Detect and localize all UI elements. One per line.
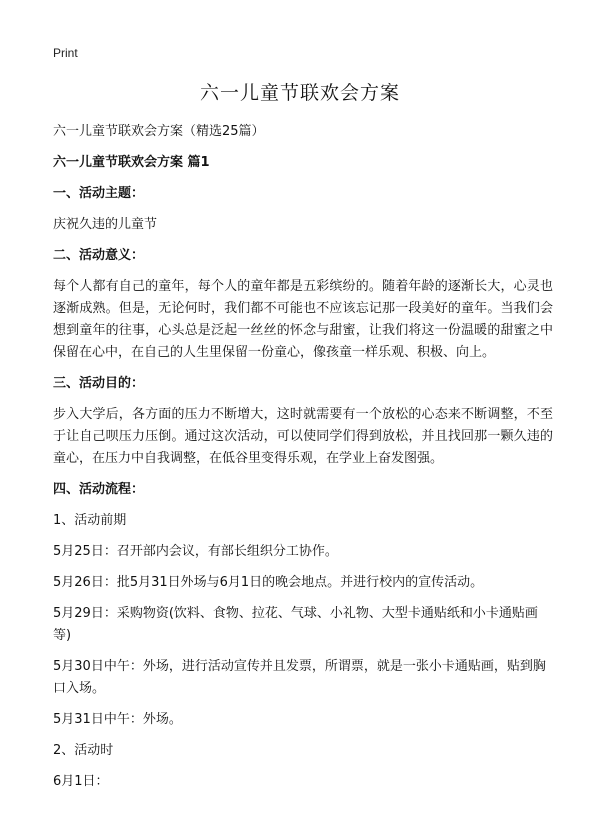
heading-meaning: 二、活动意义：: [53, 248, 145, 263]
stage-1-title: 1、活动前期: [53, 513, 127, 528]
schedule-item: 5月31日中午：外场。: [53, 712, 182, 727]
schedule-item: 5月25日：召开部内会议，有部长组织分工协作。: [53, 544, 338, 559]
print-link[interactable]: Print: [53, 46, 78, 60]
section-title: 六一儿童节联欢会方案 篇1: [53, 155, 210, 170]
document-content: [53, 121, 553, 802]
heading-theme: 一、活动主题：: [53, 186, 145, 201]
schedule-item: 5月29日：采购物资(饮料、食物、拉花、气球、小礼物、大型卡通贴纸和小卡通贴画等): [53, 606, 538, 643]
heading-process: 四、活动流程：: [53, 482, 145, 497]
document-subtitle: 六一儿童节联欢会方案（精选25篇）: [53, 124, 265, 139]
document-title: 六一儿童节联欢会方案: [199, 82, 400, 104]
stage-2-title: 2、活动时: [53, 743, 114, 758]
meaning-text: 每个人都有自己的童年，每个人的童年都是五彩缤纷的。随着年龄的逐渐长大，心灵也逐渐成熟。但是，无论何时，我们都不可能也不应该忘记那一段美好的童年。当我们会想到童年的往事，心头总是泛起一丝丝的怀念与甜蜜，让我们将这一份温暖的甜蜜之中保留在心中，在自己的人生里保留一份童心，像孩童一样乐观、积极、向上。: [53, 279, 553, 360]
schedule-item: 6月1日：: [53, 774, 109, 789]
schedule-item: 5月26日：批5月31日外场与6月1日的晚会地点。并进行校内的宣传活动。: [53, 575, 484, 590]
purpose-text: 步入大学后，各方面的压力不断增大，这时就需要有一个放松的心态来不断调整，不至于让自己呗压力压倒。通过这次活动，可以使同学们得到放松，并且找回那一颗久违的童心，在压力中自我调整，在低谷里变得乐观，在学业上奋发图强。: [53, 407, 553, 466]
theme-text: 庆祝久违的儿童节: [53, 217, 158, 232]
heading-purpose: 三、活动目的：: [53, 376, 145, 391]
schedule-item: 5月30日中午：外场，进行活动宣传并且发票，所谓票，就是一张小卡通贴画，贴到胸口入场。: [53, 659, 546, 696]
